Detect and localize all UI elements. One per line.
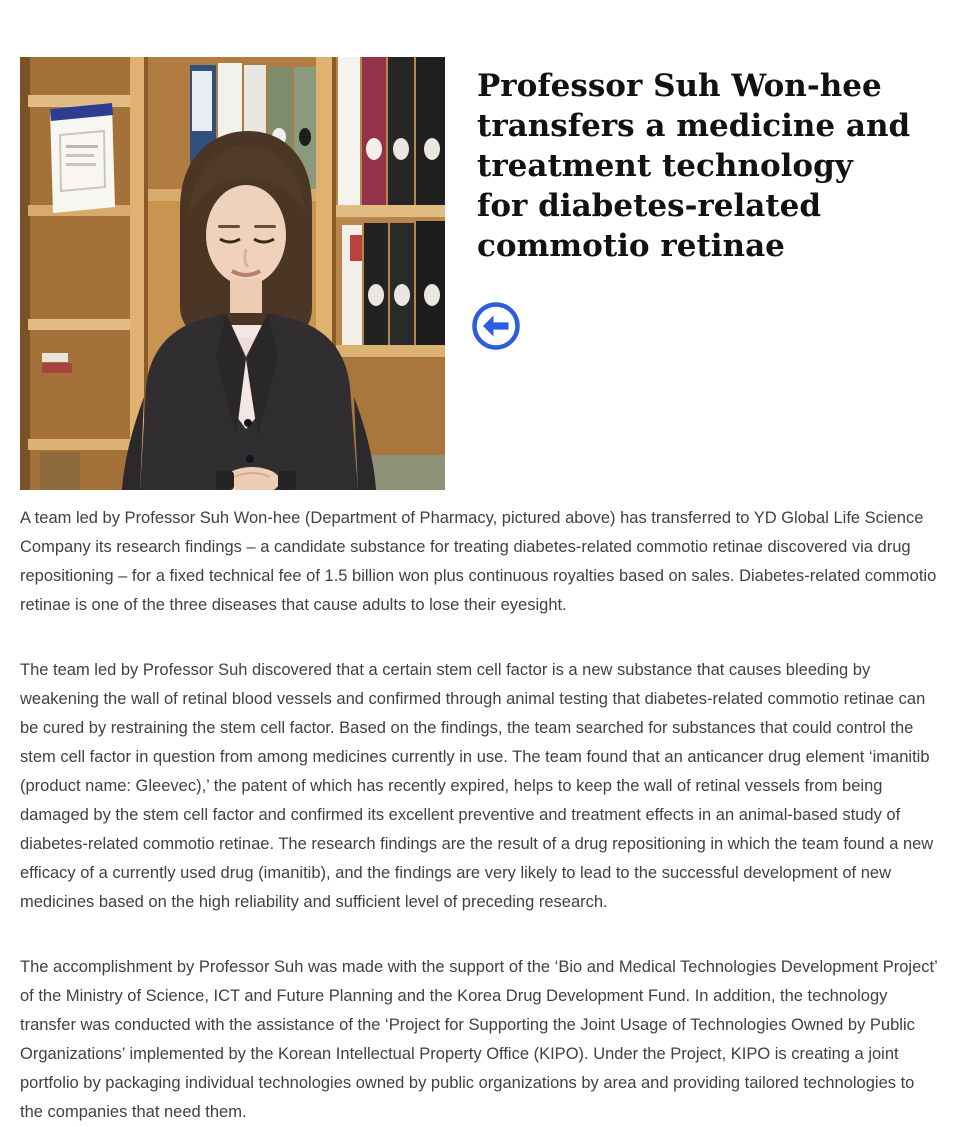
headline-line: transfers a medicine and — [477, 108, 911, 144]
headline-line: Professor Suh Won-hee — [477, 68, 882, 104]
professor-photo-illustration — [20, 57, 445, 490]
paragraph-3: The accomplishment by Professor Suh was made with the support of the ‘Bio and Medical Technologies Development Project’ of the Ministry of Science, ICT and Future Planning and the Korea Drug Development Fund. In addition, the technology transfer was conducted with the assistance of the ‘Project for Supporting the Joint Usage of Technologies Owned by Public Organizations’ implemented by the Korean Intellectual Property Office (KIPO). Under the Project, KIPO is creating a joint portfolio by packaging individual technologies owned by public organizations by area and providing tailored technologies to the companies that need them. — [20, 958, 938, 1121]
paragraph-1: A team led by Professor Suh Won-hee (Department of Pharmacy, pictured above) has transferred to YD Global Life Science Company its research findings – a candidate substance for treating diabetes-related commotio retinae discovered via drug repositioning – for a fixed technical fee of 1.5 billion won plus continuous royalties based on sales. Diabetes-related commotio retinae is one of the three diseases that cause adults to lose their eyesight. — [20, 509, 937, 614]
article-body — [20, 504, 941, 1127]
arrow-left-circle-icon — [471, 301, 521, 351]
paragraph-2: The team led by Professor Suh discovered that a certain stem cell factor is a new substance that causes bleeding by weakening the wall of retinal blood vessels and confirmed through animal testing that diabetes-related commotio retinae can be cured by restraining the stem cell factor. Based on the findings, the team searched for substances that could control the stem cell factor in question from among medicines currently in use. The team found that an anticancer drug element ‘imanitib (product name: Gleevec),’ the patent of which has recently expired, helps to keep the wall of retinal vessels from being damaged by the stem cell factor and confirmed its excellent preventive and treatment effects in an animal-based study of diabetes-related commotio retinae. The research findings are the result of a drug repositioning in which the team found a new efficacy of a currently used drug (imanitib), and the findings are very likely to lead to the successful development of new medicines based on the high reliability and sufficient level of preceding research. — [20, 661, 934, 911]
headline-line: commotio retinae — [477, 228, 785, 264]
article-headline — [477, 66, 947, 266]
professor-photo — [20, 57, 445, 490]
headline-line: for diabetes-related — [477, 188, 822, 224]
headline-line: treatment technology — [477, 148, 853, 184]
back-button[interactable] — [471, 301, 521, 351]
